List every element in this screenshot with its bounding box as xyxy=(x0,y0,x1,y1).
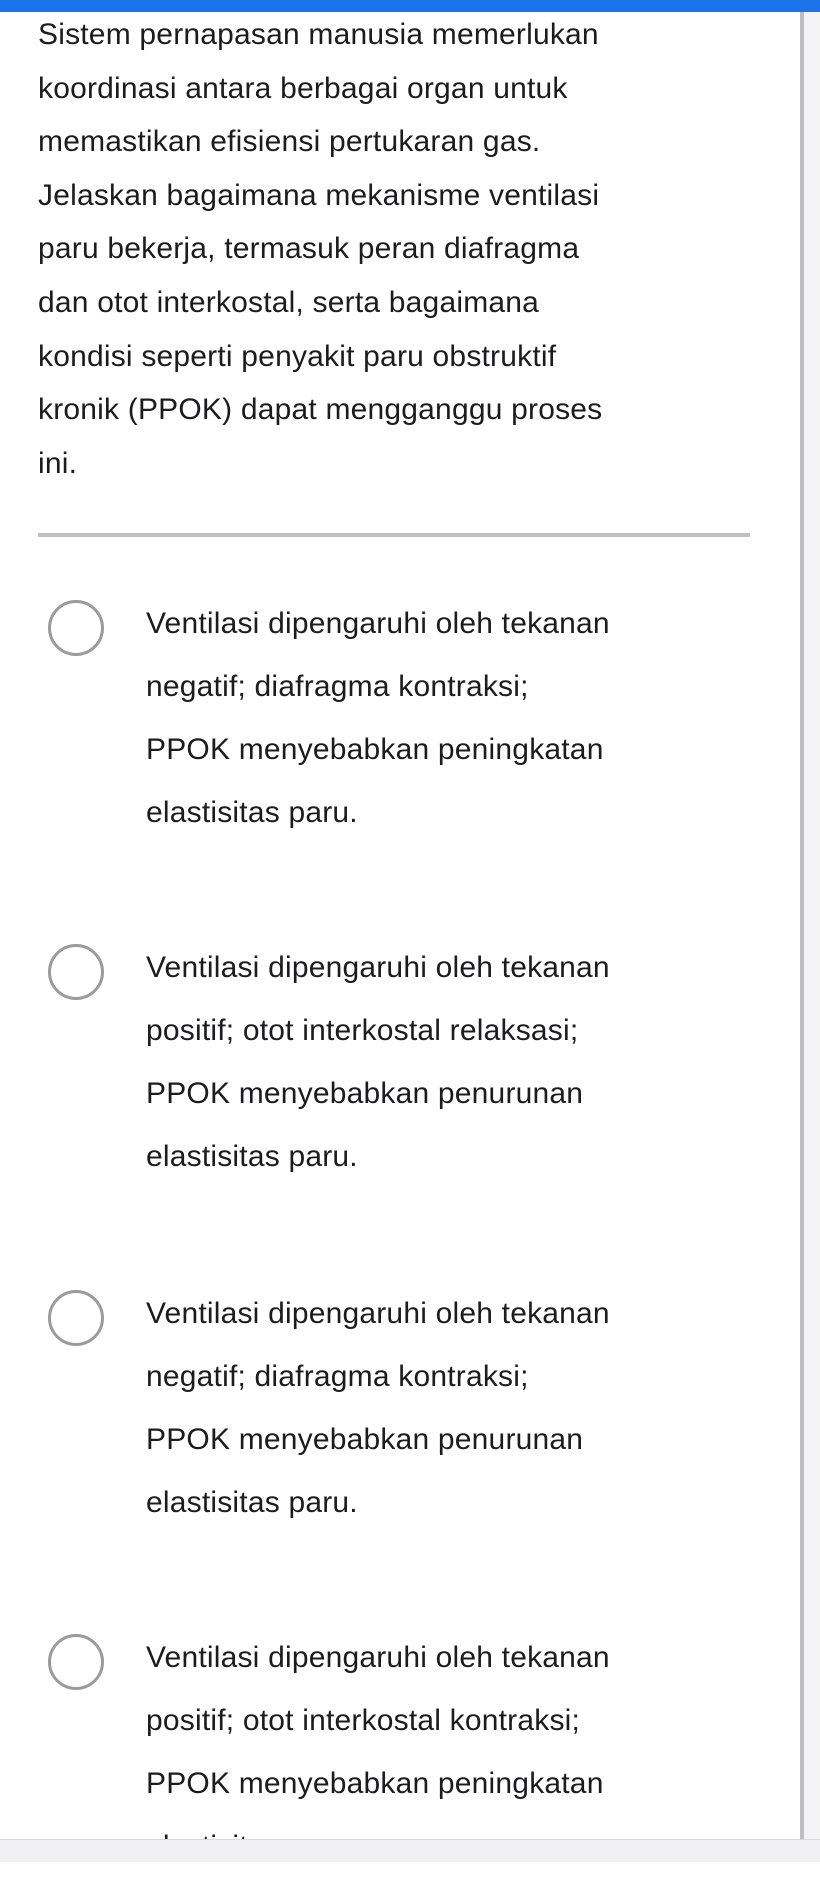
answer-option-4-label[interactable]: Ventilasi dipengaruhi oleh tekanan positif; otot interkostal kontraksi; PPOK menyebabkan peningkatan xyxy=(146,1641,610,1800)
question-panel xyxy=(38,8,753,490)
answer-option-1[interactable] xyxy=(48,592,748,844)
radio-button-1[interactable] xyxy=(48,600,104,656)
answer-option-3-label[interactable]: Ventilasi dipengaruhi oleh tekanan negatif; diafragma kontraksi; PPOK menyebabkan penurunan elastisitas paru. xyxy=(146,1297,610,1519)
answer-option-3[interactable] xyxy=(48,1282,748,1534)
horizontal-scrollbar-track[interactable] xyxy=(0,1839,820,1862)
radio-button-2[interactable] xyxy=(48,944,104,1000)
vertical-scrollbar-track[interactable] xyxy=(802,12,820,1844)
radio-button-3[interactable] xyxy=(48,1290,104,1346)
answer-option-2-label[interactable]: Ventilasi dipengaruhi oleh tekanan positif; otot interkostal relaksasi; PPOK menyebabkan penurunan elastisitas paru. xyxy=(146,951,610,1173)
question-text: Sistem pernapasan manusia memerlukan koordinasi antara berbagai organ untuk memastikan efisiensi pertukaran gas. Jelaskan bagaimana mekanisme ventilasi paru bekerja, termasuk peran diafragma dan otot interkostal, serta bagaimana kondisi seperti penyakit paru obstruktif kronik (PPOK) dapat mengganggu proses ini. xyxy=(38,18,603,480)
answer-option-2[interactable] xyxy=(48,936,748,1188)
question-divider xyxy=(38,533,750,537)
vertical-scrollbar-thumb[interactable] xyxy=(800,12,804,1844)
radio-button-4[interactable] xyxy=(48,1634,104,1690)
answer-option-1-label[interactable]: Ventilasi dipengaruhi oleh tekanan negatif; diafragma kontraksi; PPOK menyebabkan peningkatan elastisitas paru. xyxy=(146,607,610,829)
